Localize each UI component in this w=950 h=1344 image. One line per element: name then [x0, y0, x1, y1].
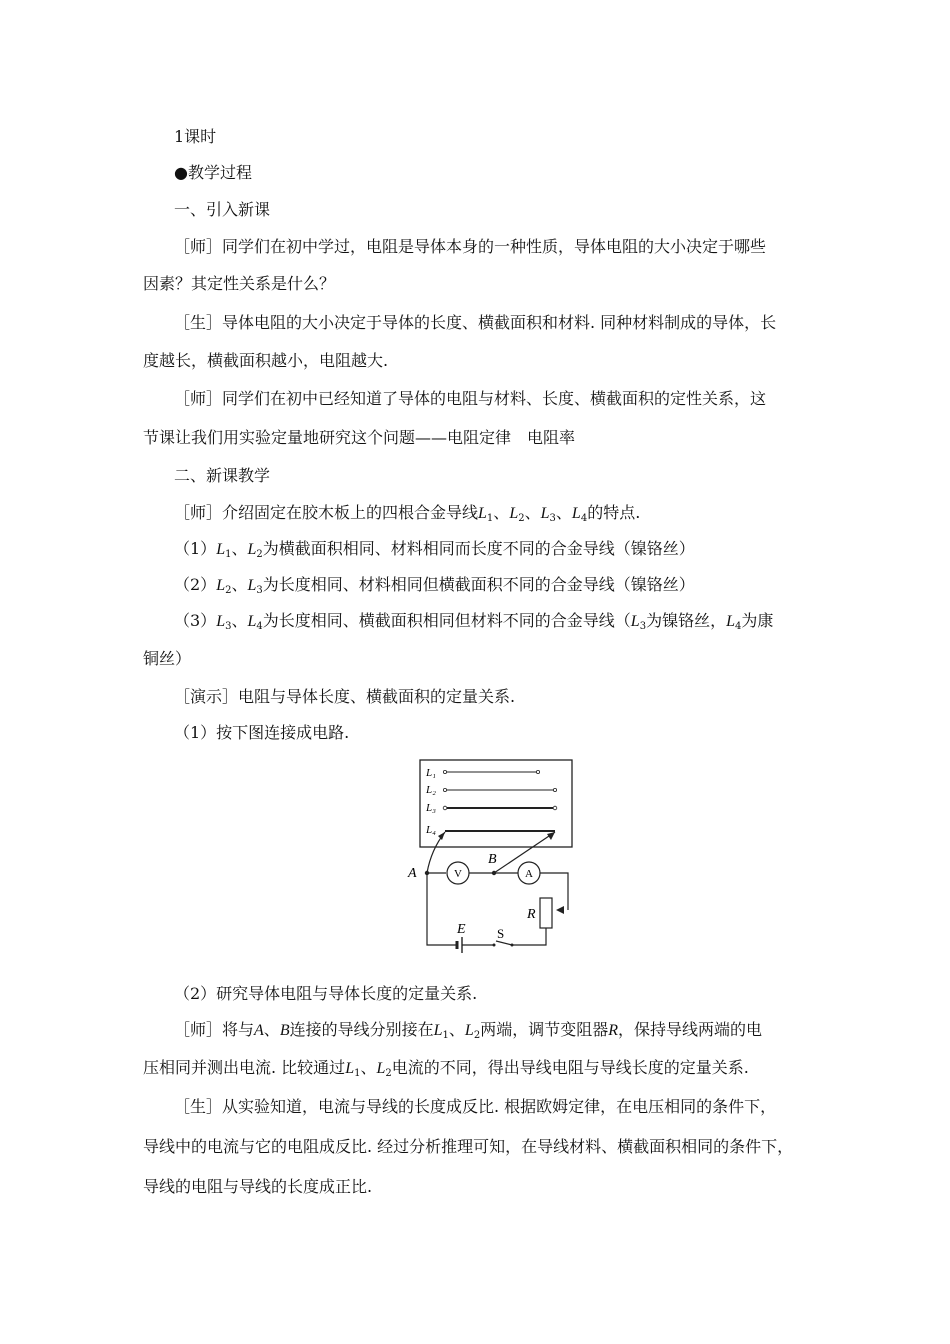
rheostat-slider [556, 906, 564, 914]
paragraph-4-line-2: 压相同并测出电流. 比较通过$L_1$、$L_2$电流的不同，得出导线电阻与导线长度的定量关系. [143, 1058, 749, 1079]
node-b [492, 871, 496, 875]
terminal-l3-left [443, 806, 447, 810]
paragraph-3-line-1: ［师］同学们在初中已经知道了导体的电阻与材料、长度、横截面积的定性关系，这 [174, 389, 767, 408]
paragraph-5-line-3: 导线的电阻与导线的长度成正比. [143, 1177, 373, 1196]
switch-blade [496, 941, 512, 945]
paragraph-2-line-1: ［生］导体电阻的大小决定于导体的长度、横截面积和材料. 同种材料制成的导体，长 [174, 313, 777, 332]
terminal-l3-right [553, 806, 557, 810]
wire-label-l4: L₄ [426, 824, 436, 836]
step-1: （1）按下图连接成电路. [174, 723, 350, 742]
ammeter-label: A [525, 868, 533, 880]
switch-label: S [497, 926, 505, 941]
process-heading: ●教学过程 [174, 163, 252, 182]
wire-label-l2: L₂ [426, 784, 436, 796]
paragraph-5-line-2: 导线中的电流与它的电阻成反比. 经过分析推理可知，在导线材料、横截面积相同的条件下， [143, 1137, 794, 1156]
wire-rheostat-switch [512, 928, 546, 945]
node-a-label: A [408, 866, 417, 881]
terminal-l2-right [553, 788, 556, 791]
section-heading-1: 一、引入新课 [174, 200, 271, 219]
demo-heading: ［演示］电阻与导体长度、横截面积的定量关系. [174, 687, 516, 706]
intro-line: ［师］介绍固定在胶木板上的四根合金导线$L_1$、$L_2$、$L_3$、$L_4$的特点. [174, 503, 641, 524]
wire-battery-a [427, 873, 457, 945]
list-item-3-line-1: $(3)L_3$、$L_4$为长度相同、横截面积相同但材料不同的合金导线（$L_3$为镍铬丝，$L_4$为康 [174, 611, 774, 632]
list-item-2: $(2)L_2$、$L_3$为长度相同、材料相同但横截面积不同的合金导线（镍铬丝） [174, 575, 695, 596]
circuit-diagram [400, 755, 580, 955]
section-heading-2: 二、新课教学 [174, 466, 271, 485]
terminal-l1-left [443, 770, 446, 773]
rheostat [540, 898, 552, 928]
paragraph-1-line-1: ［师］同学们在初中学过，电阻是导体本身的一种性质，导体电阻的大小决定于哪些 [174, 237, 767, 256]
battery-label: E [457, 922, 466, 937]
wire-label-l1: L₁ [426, 767, 436, 779]
paragraph-1-line-2: 因素？其定性关系是什么？ [143, 274, 336, 293]
terminal-l2-left [443, 788, 446, 791]
clip-arrow-left [438, 832, 445, 840]
voltmeter-label: V [454, 868, 462, 880]
wire-label-l3: L₃ [426, 802, 436, 814]
paragraph-3-line-2: 节课让我们用实验定量地研究这个问题——电阻定律 电阻率 [143, 428, 576, 447]
rheostat-label: R [527, 907, 536, 922]
list-item-3-line-2: 铜丝） [143, 649, 192, 668]
list-item-1: $(1)L_1$、$L_2$为横截面积相同、材料相同而长度不同的合金导线（镍铬丝） [174, 539, 695, 560]
lesson-label: 1课时 [174, 127, 217, 146]
paragraph-5-line-1: ［生］从实验知道，电流与导线的长度成反比. 根据欧姆定律，在电压相同的条件下， [174, 1097, 777, 1116]
paragraph-4-line-1: ［师］将与A、B连接的导线分别接在$L_1$、$L_2$两端，调节变阻器R，保持导线两端的电 [174, 1020, 762, 1041]
terminal-l1-right [536, 770, 539, 773]
step-2: （2）研究导体电阻与导体长度的定量关系. [174, 984, 478, 1003]
switch-contact-right [511, 944, 514, 947]
paragraph-2-line-2: 度越长，横截面积越小，电阻越大. [143, 351, 389, 370]
node-b-label: B [488, 852, 497, 867]
